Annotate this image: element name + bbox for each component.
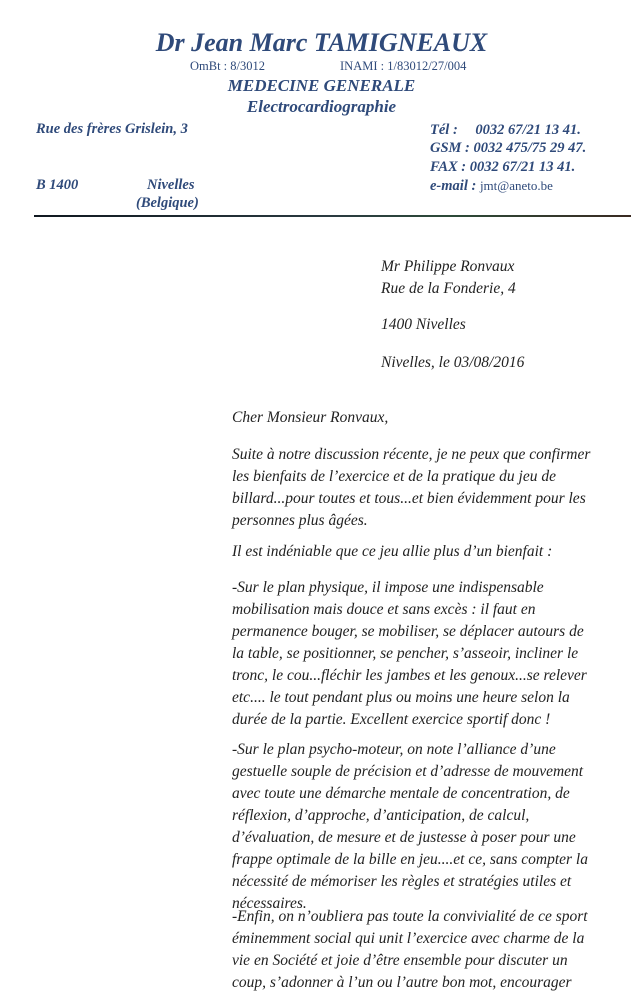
letter-date: Nivelles, le 03/08/2016	[381, 354, 525, 371]
specialty: MEDECINE GENERALE	[227, 76, 416, 95]
text-line: Suite à notre discussion récente, je ne peux que confirmer	[232, 446, 591, 463]
paragraph-social	[232, 906, 640, 994]
text-line: -Sur le plan psycho-moteur, on note l’alliance d’une	[232, 741, 556, 758]
text-line: la table, se positionner, se pencher, s’asseoir, incliner le	[232, 645, 579, 662]
phone-label: Tél :	[430, 122, 458, 138]
text-line: coup, s’adonner à l’un ou l’autre bon mot, encourager	[232, 974, 572, 991]
text-line: d’évaluation, de mesure et de justesse à poser pour une	[232, 829, 576, 846]
salutation: Cher Monsieur Ronvaux,	[232, 409, 389, 426]
text-line: -Sur le plan physique, il impose une indispensable	[232, 579, 544, 596]
paragraph-psychomotor	[232, 739, 640, 915]
gsm-line: GSM : 0032 475/75 29 47.	[430, 140, 587, 156]
email-label: e-mail :	[430, 178, 477, 194]
text-line: billard...pour toutes et tous...et bien évidemment pour les	[232, 490, 586, 507]
phone-line	[430, 122, 581, 139]
sender-city: Nivelles	[147, 177, 195, 193]
email-line	[430, 178, 553, 195]
fax-line: FAX : 0032 67/21 13 41.	[430, 159, 576, 175]
header-divider	[34, 215, 631, 217]
recipient-street: Rue de la Fonderie, 4	[381, 280, 516, 297]
email-link[interactable]: jmt@aneto.be	[479, 178, 553, 193]
text-line: réflexion, d’approche, d’anticipation, de calcul,	[232, 807, 530, 824]
sender-country: (Belgique)	[136, 195, 199, 211]
text-line: Il est indéniable que ce jeu allie plus d’un bienfait :	[232, 543, 553, 560]
sender-postal-code: B 1400	[36, 177, 79, 193]
subspecialty: Electrocardiographie	[246, 97, 397, 116]
text-line: éminemment social qui unit l’exercice avec charme de la	[232, 930, 585, 947]
text-line: vie en Société et joie d’être ensemble pour discuter un	[232, 952, 568, 969]
text-line: gestuelle souple de précision et d’adresse de mouvement	[232, 763, 584, 780]
text-line: nécessité de mémoriser les règles et stratégies utiles et	[232, 873, 572, 890]
recipient-name: Mr Philippe Ronvaux	[381, 258, 515, 275]
text-line: les bienfaits de l’exercice et de la pratique du jeu de	[232, 468, 556, 485]
text-line: frappe optimale de la bille en jeu....et ce, sans compter la	[232, 851, 588, 868]
text-line: durée de la partie. Excellent exercice sportif donc !	[232, 711, 551, 728]
text-line: etc.... le tout pendant plus ou moins une heure selon la	[232, 689, 570, 706]
text-line: tronc, le cou...fléchir les jambes et les genoux...se relever	[232, 667, 587, 684]
recipient-city: 1400 Nivelles	[381, 316, 466, 333]
text-line: nécessaires.	[232, 895, 307, 912]
text-line: -Enfin, on n’oubliera pas toute la convivialité de ce sport	[232, 908, 588, 925]
paragraph-intro	[232, 444, 640, 532]
text-line: mobilisation mais douce et sans excès : il faut en	[232, 601, 536, 618]
paragraph-physical	[232, 577, 640, 731]
sender-street: Rue des frères Grislein, 3	[36, 121, 188, 137]
text-line: permanence bouger, se mobiliser, se déplacer autours de	[232, 623, 584, 640]
phone-value: 0032 67/21 13 41.	[475, 122, 581, 138]
doctor-name: Dr Jean Marc TAMIGNEAUX	[155, 28, 488, 57]
text-line: personnes plus âgées.	[232, 512, 368, 529]
ombt-number: OmBt : 8/3012	[190, 59, 266, 73]
paragraph-benefits	[232, 541, 640, 563]
text-line: avec toute une démarche mentale de concentration, de	[232, 785, 570, 802]
inami-number: INAMI : 1/83012/27/004	[340, 59, 467, 73]
